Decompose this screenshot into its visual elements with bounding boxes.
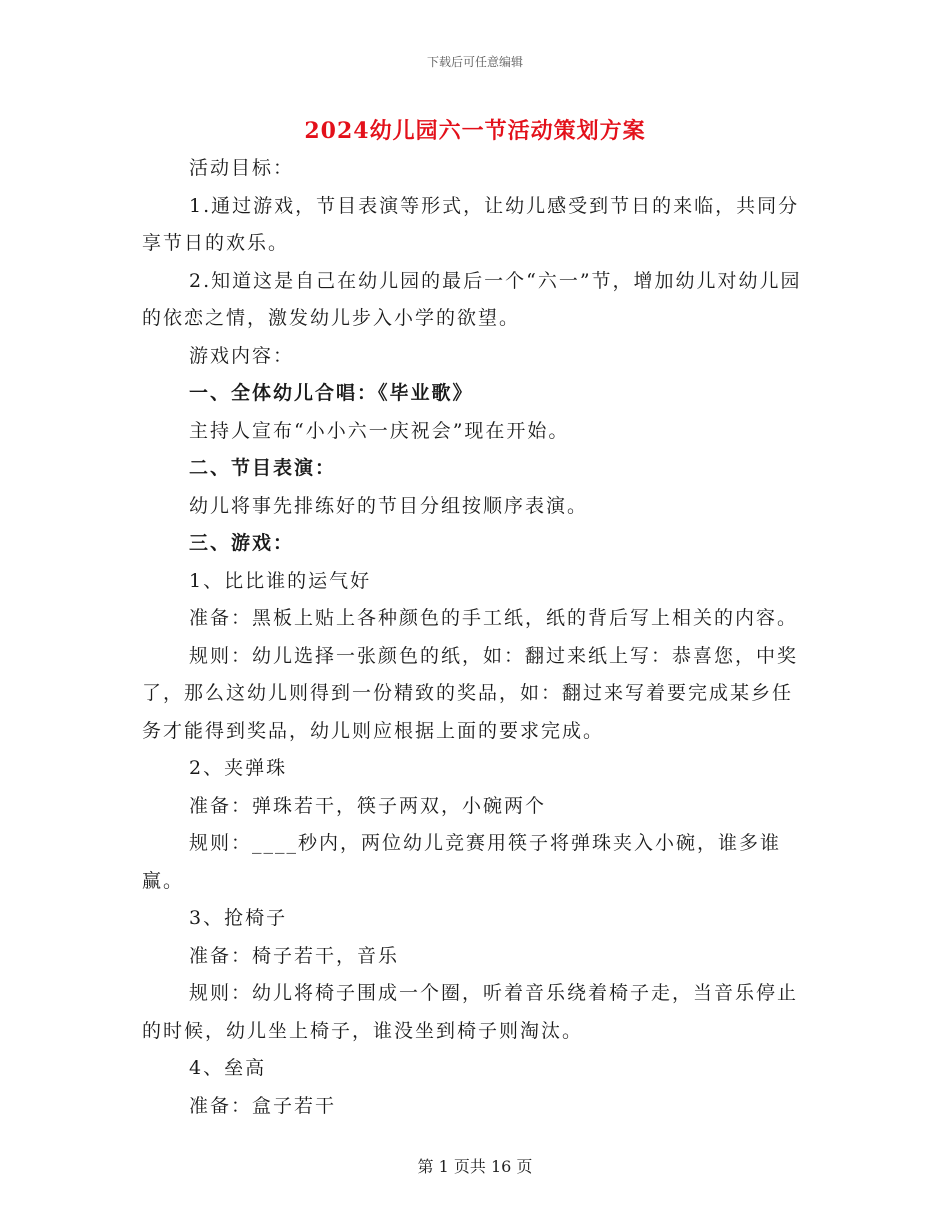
document-title: 2024幼儿园六一节活动策划方案 [304, 118, 646, 144]
paragraph: 活动目标： [189, 157, 295, 179]
section-heading: 一、全体幼儿合唱：《毕业歌》 [189, 382, 474, 404]
paragraph: 1、比比谁的运气好 [189, 569, 372, 592]
paragraph: 主持人宣布“小小六一庆祝会”现在开始。 [189, 419, 570, 442]
paragraph: 4、垒高 [189, 1057, 267, 1079]
paragraph: 准备：盒子若干 [189, 1094, 337, 1117]
page-footer: 第 1 页共 16 页 [417, 1157, 533, 1176]
section-heading: 三、游戏： [189, 532, 295, 554]
paragraph: 准备：黑板上贴上各种颜色的手工纸，纸的背后写上相关的内容。 [189, 607, 799, 629]
paragraph: 游戏内容： [189, 344, 295, 367]
paragraph: 规则：幼儿选择一张颜色的纸，如：翻过来纸上写：恭喜您，中奖了，那么这幼儿则得到一份精致的奖品，如：翻过来写着要完成某乡任务才能得到奖品，幼儿则应根据上面的要求完成。 [142, 644, 799, 742]
document-body [142, 150, 810, 1125]
paragraph: 1.通过游戏，节目表演等形式，让幼儿感受到节日的来临，共同分享节日的欢乐。 [142, 194, 800, 254]
paragraph: 准备：弹珠若干，筷子两双，小碗两个 [189, 794, 547, 817]
paragraph: 2.知道这是自己在幼儿园的最后一个“六一”节，增加幼儿对幼儿园的依恋之情，激发幼儿步入小学的欲望。 [142, 269, 802, 329]
section-heading: 二、节目表演： [189, 457, 337, 479]
paragraph: 规则：幼儿将椅子围成一个圈，听着音乐绕着椅子走，当音乐停止的时候，幼儿坐上椅子，谁没坐到椅子则淘汰。 [142, 982, 799, 1042]
paragraph: 准备：椅子若干，音乐 [189, 944, 400, 967]
paragraph: 规则：____秒内，两位幼儿竞赛用筷子将弹珠夹入小碗，谁多谁赢。 [142, 832, 782, 892]
paragraph: 2、夹弹珠 [189, 757, 288, 779]
page-header: 下载后可任意编辑 [426, 55, 523, 69]
paragraph: 幼儿将事先排练好的节目分组按顺序表演。 [189, 494, 589, 517]
paragraph: 3、抢椅子 [189, 907, 288, 929]
